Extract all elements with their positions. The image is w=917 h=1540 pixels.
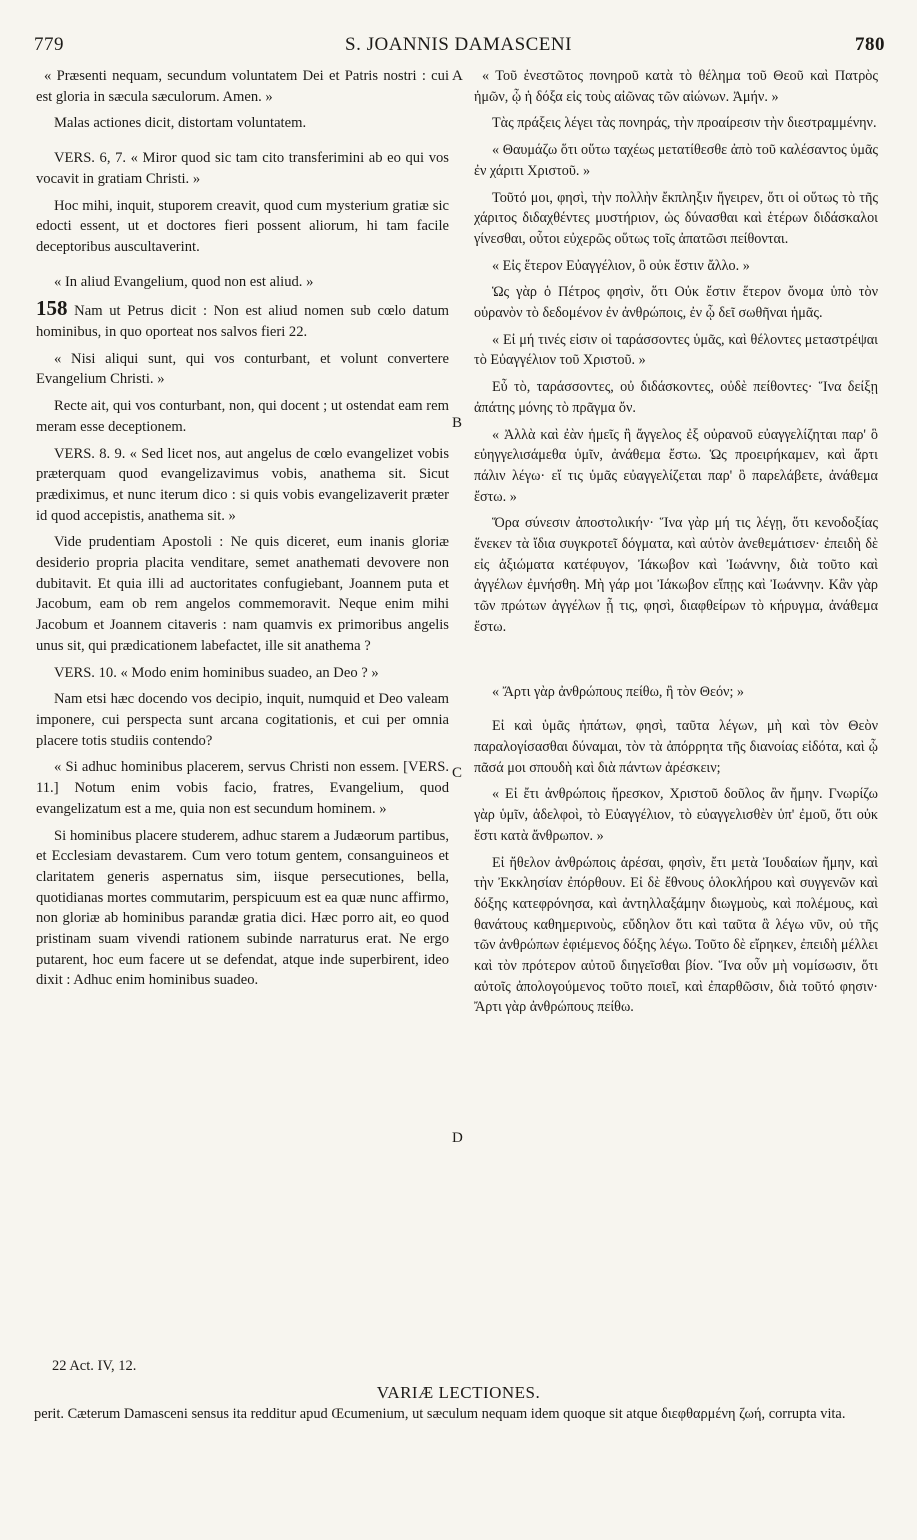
greek-paragraph: Ὡς γὰρ ὁ Πέτρος φησὶν, ὅτι Οὐκ ἔστιν ἕτερον ὄνομα ὑπὸ τὸν οὐρανὸν τὸ δεδομένον ἐν ἀνθρώποις, ἐν ᾧ δεῖ σωθῆναι ἡμᾶς. bbox=[474, 284, 878, 322]
margin-marker-c: C bbox=[452, 765, 463, 781]
page-number-right: 780 bbox=[855, 34, 885, 55]
latin-paragraph: VERS. 6, 7. « Miror quod sic tam cito transferimini ab eo qui vos vocavit in gratiam Christi. » bbox=[36, 150, 449, 187]
footnote: 22 Act. IV, 12. bbox=[52, 1358, 137, 1374]
greek-paragraph: « Ἀλλὰ καὶ ἐὰν ἡμεῖς ἢ ἄγγελος ἐξ οὐρανοῦ εὐαγγελίζηται παρ' ὃ εὐηγγελισάμεθα ὑμῖν, ἀνάθεμα ἔστω. Ὡς προειρήκαμεν, καὶ ἄρτι πάλιν λέγω· εἴ τις ὑμᾶς εὐαγγελίζεται παρ' ὃ παρελάβετε, ἀνάθεμα ἔστω. » bbox=[474, 426, 878, 505]
greek-paragraph: « Τοῦ ἐνεστῶτος πονηροῦ κατὰ τὸ θέλημα τοῦ Θεοῦ καὶ Πατρὸς ἡμῶν, ᾧ ἡ δόξα εἰς τοὺς αἰῶνας τῶν αἰώνων. Ἀμήν. » bbox=[474, 68, 878, 105]
variae-lectiones-title: VARIÆ LECTIONES. bbox=[376, 1383, 541, 1402]
margin-marker-d: D bbox=[452, 1130, 463, 1146]
margin-marker-b: B bbox=[452, 415, 463, 431]
latin-paragraph: « Si adhuc hominibus placerem, servus Christi non essem. [VERS. 11.] Notum enim vobis facio, fratres, Evangelium, quod evangelizatum est a me, quia non est secundum hominem. » bbox=[36, 759, 449, 817]
greek-paragraph: « Εἰς ἕτερον Εὐαγγέλιον, ὃ οὐκ ἔστιν ἄλλο. » bbox=[492, 257, 750, 274]
greek-paragraph: Εὖ τὸ, ταράσσοντες, οὐ διδάσκοντες, οὐδὲ πείθοντες· Ἵνα δείξῃ ἀπάτης μόνης τὸ πρᾶγμα ὄν. bbox=[474, 379, 878, 416]
greek-paragraph: Τὰς πράξεις λέγει τὰς πονηράς, τὴν προαίρεσιν τὴν διεστραμμένην. bbox=[492, 115, 877, 132]
latin-paragraph: Recte ait, qui vos conturbant, non, qui docent ; ut ostendat eam rem meram esse deceptionem. bbox=[36, 398, 449, 435]
page-number-left: 779 bbox=[34, 34, 64, 55]
variae-lectiones-text: perit. Cæterum Damasceni sensus ita redditur apud Œcumenium, ut sæculum nequam idem quoque sit atque διεφθαρμένη ζωή, corrupta vita. bbox=[34, 1406, 846, 1422]
latin-paragraph: « Nisi aliqui sunt, qui vos conturbant, et volunt convertere Evangelium Christi. » bbox=[36, 350, 449, 388]
latin-paragraph: Hoc mihi, inquit, stuporem creavit, quod cum mysterium gratiæ sic edocti essent, ut et doctores fieri possent aliorum, hi tam facile deceptoribus auscultaverint. bbox=[36, 197, 449, 255]
latin-paragraph: Si hominibus placere studerem, adhuc starem a Judæorum partibus, et Ecclesiam devastarem. Cum vero totum gentem, consanguineos et claritatem generis aspernatus sim, iisque persecutiones, bella, quotidianas mortes commutarim, perspicuum est ea quæ nunc affirmo, non gloriæ ab hominibus parandæ gratia dici. Hæc porro ait, eo quod pristinam suam vivendi rationem subinde narraturus erat. Ne ergo putarent, hoc eum facere ut se defendat, atque inde superbirent, ideo dixit : Adhuc enim hominibus suadeo. bbox=[36, 827, 449, 989]
latin-paragraph: VERS. 8. 9. « Sed licet nos, aut angelus de cœlo evangelizet vobis præterquam quod evangelizavimus vobis, anathema sit. Sicut prædiximus, et nunc iterum dico : si quis vobis evangelizaverit præter id quod accepistis, anathema sit. » bbox=[36, 445, 449, 524]
greek-paragraph: Ὅρα σύνεσιν ἀποστολικήν· Ἵνα γὰρ μή τις λέγῃ, ὅτι κενοδοξίας ἕνεκεν τὰ ἴδια συγκροτεῖ δόγματα, καὶ αὑτὸν ἀνεθεμάτισεν· ἐπειδὴ δὲ εἰς ἀξιώματα κατέφυγον, Ἰάκωβον καὶ Ἰωάννην, διὰ τοῦτο καὶ ἀγγέλων ἐμνήσθη. Μὴ γάρ μοι Ἰάκωβον εἴπῃς καὶ Ἰωάννην. Κἂν γὰρ τῶν πρώτων ἀγγέλων ᾖ τις, φησὶ, διαφθείρων τὸ κήρυγμα, ἀνάθεμα ἔστω. bbox=[474, 515, 878, 635]
greek-column bbox=[474, 66, 878, 1024]
latin-paragraph: Nam etsi hæc docendo vos decipio, inquit, numquid et Deo valeam imponere, cui perspecta sunt arcana cogitationis, et cui per omnia placere totis studiis contendo? bbox=[36, 691, 449, 749]
latin-paragraph: Vide prudentiam Apostoli : Ne quis diceret, eum inanis gloriæ desiderio propria placita venditare, semet anathemati devovere non dubitavit. Et quia illi ad auctoritates confugiebant, Joannem puta et Jacobum, eam ob rem angelos commemoravit. Neque enim mihi Jacobum et Joannem citaveris : nam quamvis ex primoribus angelis unus sit, qui prædicationem labefactet, ille sit anathema ? bbox=[36, 534, 449, 654]
running-title: S. JOANNIS DAMASCENI bbox=[345, 34, 572, 55]
margin-marker-a: A bbox=[452, 68, 463, 84]
greek-paragraph: « Εἰ ἔτι ἀνθρώποις ἤρεσκον, Χριστοῦ δοῦλος ἂν ἤμην. Γνωρίζω γὰρ ὑμῖν, ἀδελφοὶ, τὸ Εὐαγγέλιον, τὸ εὐαγγελισθὲν ὑπ' ἐμοῦ, ὅτι οὐκ ἔστι κατὰ ἄνθρωπον. » bbox=[474, 786, 878, 844]
greek-paragraph: Εἰ καὶ ὑμᾶς ἠπάτων, φησὶ, ταῦτα λέγων, μὴ καὶ τὸν Θεὸν παραλογίσασθαι δύναμαι, τὸν τὰ ἀπόρρητα τῆς διανοίας εἰδότα, καὶ ᾧ πᾶσά μοι σπουδὴ καὶ διὰ πάντων ἀρέσκειν; bbox=[474, 718, 878, 776]
latin-column bbox=[36, 66, 449, 997]
latin-paragraph-numbered bbox=[36, 298, 449, 342]
latin-paragraph: Malas actiones dicit, distortam voluntatem. bbox=[54, 115, 307, 132]
greek-paragraph: Τοῦτό μοι, φησὶ, τὴν πολλὴν ἔκπληξιν ἤγειρεν, ὅτι οἱ οὕτως τὸ τῆς χάριτος διδαχθέντες μυστήριον, ὡς δύνασθαι καὶ ἑτέρων διδάσκαλοι γίνεσθαι, οὗτοι εὐχερῶς οὕτως τοῖς ἀπατῶσι πείθονται. bbox=[474, 189, 878, 247]
section-number: 158 bbox=[36, 296, 68, 321]
latin-paragraph: « Præsenti nequam, secundum voluntatem Dei et Patris nostri : cui est gloria in sæcula sæculorum. Amen. » bbox=[36, 68, 449, 105]
latin-paragraph-text: Nam ut Petrus dicit : Non est aliud nomen sub cœlo datum hominibus, in quo oporteat nos salvos fieri 22. bbox=[36, 303, 449, 341]
greek-paragraph: Εἰ ἤθελον ἀνθρώποις ἀρέσαι, φησὶν, ἔτι μετὰ Ἰουδαίων ἤμην, καὶ τὴν Ἐκκλησίαν ἐπόρθουν. Εἰ δὲ ἔθνους ὁλοκλήρου καὶ συγγενῶν καὶ δόξης κατεφρόνησα, καὶ ἀντηλλαξάμην διωγμοὺς, καὶ πολέμους, καὶ θανάτους καθημερινοὺς, εὔδηλον ὅτι καὶ ταῦτα ἃ λέγω νῦν, οὐ τῆς τῶν ἀνθρώπων ἐφιέμενος δόξης λέγω. Τοῦτο δὲ εἴρηκεν, ἐπειδὴ μέλλει καὶ τὸν πρότερον αὐτοῦ διηγεῖσθαι βίον. Ἵνα οὖν μὴ νομίσωσιν, ὅτι αὐτοῖς ἀπολογούμενος τοῦτο ποιεῖ, καὶ ἐπαρθῶσιν, διὰ τοῦτό φησιν· Ἄρτι γὰρ ἀνθρώπους πείθω. bbox=[474, 854, 878, 1016]
latin-paragraph: « In aliud Evangelium, quod non est aliud. » bbox=[54, 273, 314, 290]
greek-paragraph: « Θαυμάζω ὅτι οὕτω ταχέως μετατίθεσθε ἀπὸ τοῦ καλέσαντος ὑμᾶς ἐν χάριτι Χριστοῦ. » bbox=[474, 142, 878, 179]
greek-paragraph: « Εἰ μή τινές εἰσιν οἱ ταράσσοντες ὑμᾶς, καὶ θέλοντες μεταστρέψαι τὸ Εὐαγγέλιον τοῦ Χριστοῦ. » bbox=[474, 331, 878, 369]
latin-paragraph: VERS. 10. « Modo enim hominibus suadeo, an Deo ? » bbox=[54, 664, 379, 681]
greek-paragraph: « Ἄρτι γὰρ ἀνθρώπους πείθω, ἢ τὸν Θεόν; » bbox=[492, 683, 745, 700]
